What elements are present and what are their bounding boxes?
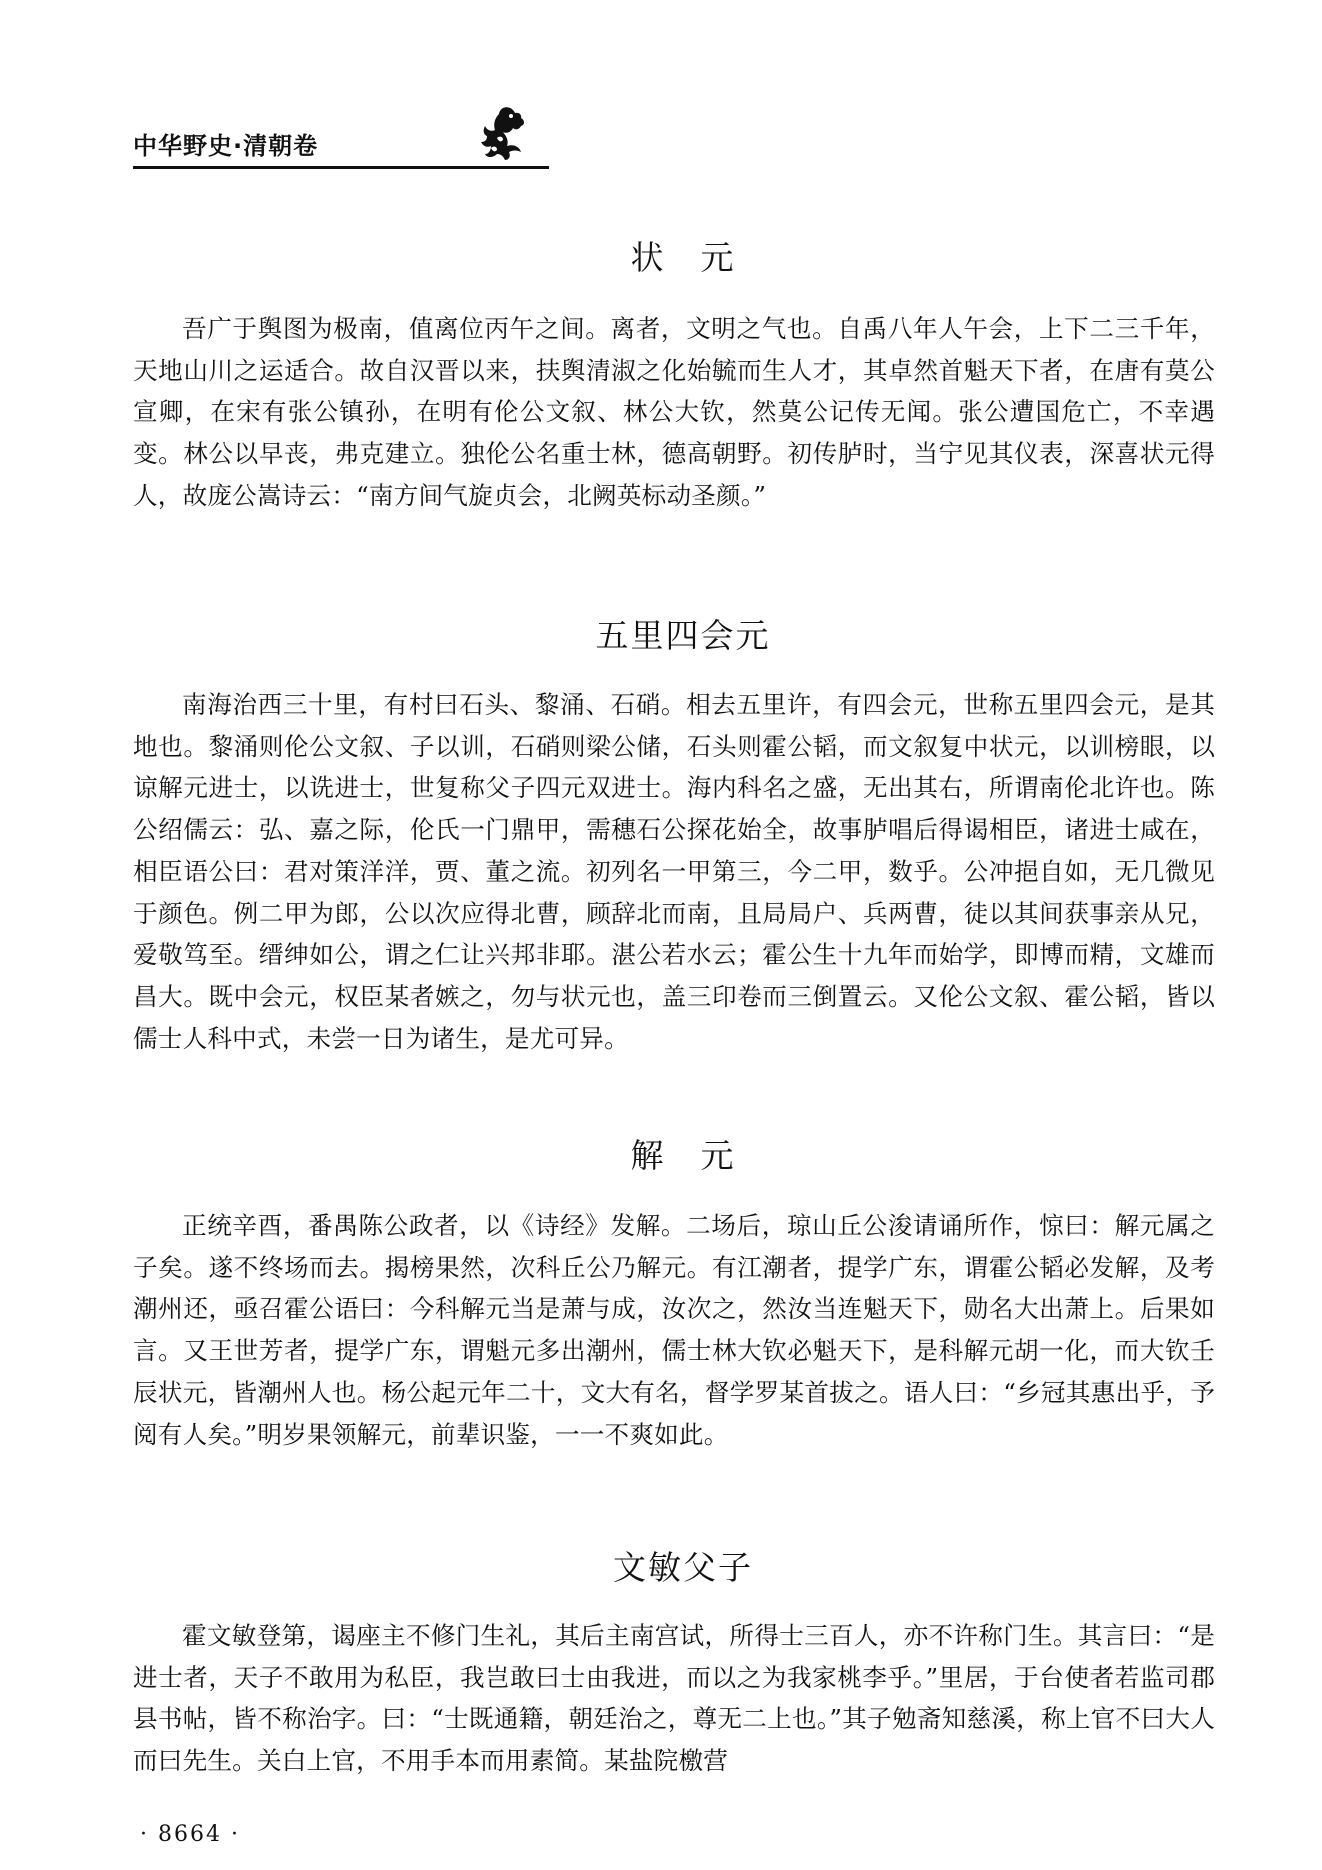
section-body: 霍文敏登第，谒座主不修门生礼，其后主南宫试，所得士三百人，亦不许称门生。其言曰：“是进士者，天子不敢用为私臣，我岂敢曰士由我进，而以之为我家桃李乎。”里居，于台使者若监司郡县书帖，皆不称治字。曰：“士既通籍，朝廷治之，尊无二上也。”其子勉斋知慈溪，称上官不曰大人而曰先生。关白上官，不用手本而用素简。某盐院檄营 [133, 1621, 1215, 1776]
book-title: 中华野史·清朝卷 [133, 132, 319, 160]
section-title: 解 元 [630, 1136, 736, 1175]
section-title: 状 元 [630, 238, 736, 277]
section-body: 南海治西三十里，有村曰石头、黎涌、石硝。相去五里许，有四会元，世称五里四会元，是其地也。黎涌则伦公文叙、子以训，石硝则梁公储，石头则霍公韬，而文叙复中状元，以训榜眼，以谅解元进士，以诜进士，世复称父子四元双进士。海内科名之盛，无出其右，所谓南伦北许也。陈公绍儒云：弘、嘉之际，伦氏一门鼎甲，需穗石公探花始全，故事胪唱后得谒相臣，诸进士咸在，相臣语公曰：君对策洋洋，贾、董之流。初列名一甲第三，今二甲，数乎。公冲挹自如，无几微见于颜色。例二甲为郎，公以次应得北曹，顾辞北而南，且局局户、兵两曹，徒以其间获事亲从兄，爱敬笃至。缙绅如公，谓之仁让兴邦非耶。湛公若水云；霍公生十九年而始学，即博而精，文雄而昌大。既中会元，权臣某者嫉之，勿与状元也，盖三印卷而三倒置云。又伦公文叙、霍公韬，皆以儒士人科中式，未尝一日为诸生，是尤可异。 [133, 690, 1215, 1053]
page-number: · 8664 · [140, 1822, 240, 1847]
section-title: 五里四会元 [595, 616, 771, 655]
running-header [133, 104, 549, 174]
section-body: 吾广于舆图为极南，值离位丙午之间。离者，文明之气也。自禹八年人午会，上下二三千年，天地山川之运适合。故自汉晋以来，扶舆清淑之化始毓而生人才，其卓然首魁天下者，在唐有莫公宣卿，在宋有张公镇孙，在明有伦公文叙、林公大钦，然莫公记传无闻。张公遭国危亡，不幸遇变。林公以早丧，弗克建立。独伦公名重士林，德高朝野。初传胪时，当宁见其仪表，深喜状元得人，故庞公嵩诗云：“南方间气旋贞会，北阙英标动圣颜。” [133, 314, 1215, 510]
dragon-icon [473, 104, 535, 164]
header-divider [133, 166, 549, 169]
section-body: 正统辛酉，番禺陈公政者，以《诗经》发解。二场后，琼山丘公浚请诵所作，惊曰：解元属之子矣。遂不终场而去。揭榜果然，次科丘公乃解元。有江潮者，提学广东，谓霍公韬必发解，及考潮州还，亟召霍公语曰：今科解元当是萧与成，汝次之，然汝当连魁天下，勋名大出萧上。后果如言。又王世芳者，提学广东，谓魁元多出潮州，儒士林大钦必魁天下，是科解元胡一化，而大钦壬辰状元，皆潮州人也。杨公起元年二十，文大有名，督学罗某首拔之。语人曰：“乡冠其惠出乎，予阅有人矣。”明岁果领解元，前辈识鉴，一一不爽如此。 [133, 1211, 1215, 1449]
section-title: 文敏父子 [613, 1548, 753, 1587]
